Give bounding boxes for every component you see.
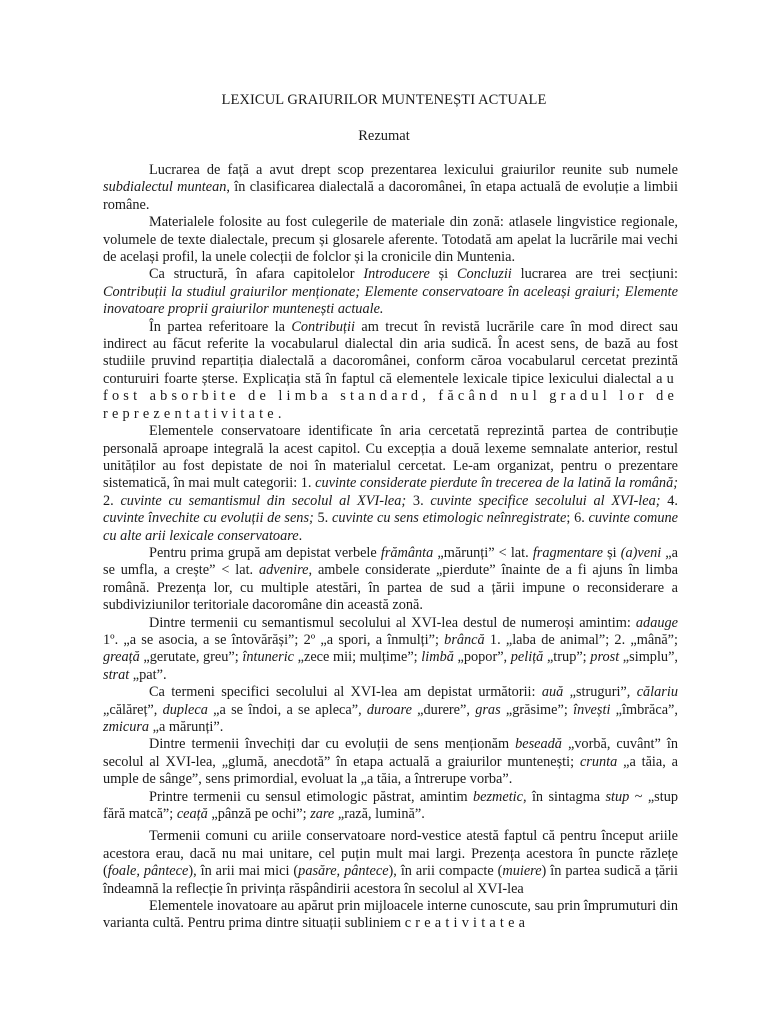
italic-term: zare xyxy=(310,806,335,823)
paragraph-common-terms: Termenii comuni cu ariile conservatoare nord-vestice atestă faptul că pentru început ariile acestora erau, dacă nu mai unitare, cel puțin mult mai largi. Prezența acestora în puncte răzlețe (foale, pântece), în arii mai mici (pasăre, pântece), în arii compacte (muiere) în partea sudică a țării îndeamnă la reflecție în privința răspândirii acestora în secolul al XVI-lea xyxy=(103,828,678,897)
italic-term: călariu xyxy=(636,684,678,701)
italic-term: Introducere xyxy=(363,266,430,283)
italic-term: întuneric xyxy=(242,649,295,666)
spaced-text: creativitatea xyxy=(404,915,530,932)
italic-term: ceață xyxy=(176,806,208,823)
italic-term: Contribuții la studiul graiurilor menționate; Elemente conservatoare în aceleași graiuri; Elemente inovatoare proprii graiurilor muntenești actuale. xyxy=(103,283,678,318)
italic-term: cuvinte specifice secolului al XVI-lea; xyxy=(430,492,661,509)
italic-term: Contribuții xyxy=(291,318,355,335)
paragraph-first-group: Pentru prima grupă am depistat verbele frământa „mărunți” < lat. fragmentare și (a)veni „a se umfla, a crește” < lat. advenire, ambele considerate „pierdute” înainte de a fi ajuns în limba română. Prezența lor, cu multiple atestări, în partea de sud a țării impune o reconsiderare a subdiviziunilor teritoriale dacoromâne din această zonă. xyxy=(103,544,678,614)
spaced-text: au fost absorbite de limba standard, făcând nul gradul lor de reprezentativitate. xyxy=(103,370,678,422)
italic-term: cuvinte cu sens etimologic neînregistrate xyxy=(332,510,567,527)
italic-term: subdialectul muntean xyxy=(103,179,227,196)
italic-term: greață xyxy=(103,649,140,666)
italic-term: muiere xyxy=(502,863,542,880)
document-title: LEXICUL GRAIURILOR MUNTENEȘTI ACTUALE xyxy=(221,92,547,108)
italic-term: pasăre, pântece xyxy=(298,863,389,880)
italic-term: duroare xyxy=(366,701,412,718)
italic-term: prost xyxy=(590,649,620,666)
italic-term: foale, pântece xyxy=(107,863,189,880)
document-body xyxy=(103,162,678,933)
italic-term: auă xyxy=(541,684,564,701)
italic-term: brâncă xyxy=(444,631,485,648)
paragraph-materials: Materialele folosite au fost culegerile de materiale din zonă: atlasele lingvistice regionale, volumele de texte dialectale, precum și glosarele aferente. Totodată am apelat la lucrările mai vechi de același profil, la unele colecții de folclor și la cronicile din Muntenia. xyxy=(103,214,678,266)
paragraph-conservative-elements: Elementele conservatoare identificate în aria cercetată reprezintă partea de contribuție personală aproape integrală la acest capitol. Cu excepția a două lexeme semnalate anterior, restul unităților au fost depistate de noi în materialul cercetat. Le-am organizat, pentru o prezentare sistematică, în mai mult categorii: 1. cuvinte considerate pierdute în trecerea de la latină la română; 2. cuvinte cu semantismul din secolul al XVI-lea; 3. cuvinte specifice secolului al XVI-lea; 4. cuvinte învechite cu evoluții de sens; 5. cuvinte cu sens etimologic neînregistrate; 6. cuvinte comune cu alte arii lexicale conservatoare. xyxy=(103,423,679,544)
italic-term: beseadă xyxy=(515,736,562,753)
italic-term: bezmetic xyxy=(472,788,523,805)
italic-term: fragmentare xyxy=(532,544,603,561)
paragraph-innovative-elements: Elementele inovatoare au apărut prin mijloacele interne cunoscute, sau prin împrumuturi din varianta cultă. Pentru prima dintre situații subliniem creativitatea xyxy=(103,898,678,932)
italic-term: strat xyxy=(103,666,130,683)
italic-term: peliță xyxy=(510,649,544,666)
paragraph-archaic-evolution: Dintre termenii învechiți dar cu evoluții de sens menționăm beseadă „vorbă, cuvânt” în secolul al XVI-lea, „glumă, anecdotă” în etapa actuală a graiurilor muntenești; crunta „a tăia, a umple de sânge”, sens primordial, evoluat la „a tăia, a întrerupe vorba”. xyxy=(103,736,678,788)
italic-term: dupleca xyxy=(162,701,208,718)
paragraph-structure: Ca structură, în afara capitolelor Introducere și Concluzii lucrarea are trei secțiuni: Contribuții la studiul graiurilor menționate; Elemente conservatoare în aceleași graiuri; Elemente inovatoare proprii graiurilor muntenești actuale. xyxy=(103,266,679,318)
italic-term: limbă xyxy=(421,649,454,666)
italic-term: cuvinte învechite cu evoluții de sens; xyxy=(103,510,314,527)
italic-term: Concluzii xyxy=(456,266,512,283)
italic-term: învești xyxy=(573,701,611,718)
paragraph-xvi-specific: Ca termeni specifici secolului al XVI-lea am depistat următorii: auă „struguri”, călariu „călăreț”, dupleca „a se îndoi, a se apleca”, duroare „durere”, gras „grăsime”; învești „îmbrăca”, zmicura „a mărunți”. xyxy=(103,684,678,735)
paragraph-xvi-semantism: Dintre termenii cu semantismul secolului al XVI-lea destul de numeroși amintim: adauge 1º. „a se asocia, a se întovărăși”; 2º „a spori, a înmulți”; brâncă 1. „laba de animal”; 2. „mână”; greață „gerutate, greu”; întuneric „zece mii; mulțime”; limbă „popor”, peliță „trup”; prost „simplu”, strat „pat”. xyxy=(103,614,679,683)
italic-term: adauge xyxy=(635,614,678,631)
italic-term: (a)veni xyxy=(620,544,662,561)
italic-term: frământa xyxy=(380,544,434,561)
document-subtitle: Rezumat xyxy=(358,128,410,144)
italic-term: advenire xyxy=(259,562,309,579)
paragraph-contributions: În partea referitoare la Contribuții am trecut în revistă lucrările care în mod direct sau indirect au făcut referite la vocabularul dialectal din aria sudică. În acest sens, de bază au fost studiile pruvind repartiția dialectală a dacoromânei, conform căroa vocabularul cercetat prezintă conturuiri foarte șterse. Explicația stă în faptul că elementele lexicale tipice lexicului dialectal au fost absorbite de limba standard, făcând nul gradul lor de reprezentativitate. xyxy=(103,318,678,422)
italic-term: stup xyxy=(605,788,630,805)
paragraph-etymological-sense: Printre termenii cu sensul etimologic păstrat, amintim bezmetic, în sintagma stup ~ „stup fără matcă”; ceață „pânză pe ochi”; zare „rază, lumină”. xyxy=(103,788,678,823)
italic-term: zmicura xyxy=(103,719,150,735)
paragraph-aim: Lucrarea de față a avut drept scop prezentarea lexicului graiurilor reunite sub numele subdialectul muntean, în clasificarea dialectală a dacoromânei, în etapa actuală de evoluție a limbii române. xyxy=(103,162,678,213)
italic-term: crunta xyxy=(579,753,618,770)
italic-term: gras xyxy=(475,701,501,718)
italic-term: cuvinte considerate pierdute în trecerea de la latină la română; xyxy=(315,475,678,492)
italic-term: cuvinte cu semantismul din secolul al XVI-lea; xyxy=(120,492,407,509)
italic-term: cuvinte comune cu alte arii lexicale conservatoare xyxy=(103,510,679,544)
